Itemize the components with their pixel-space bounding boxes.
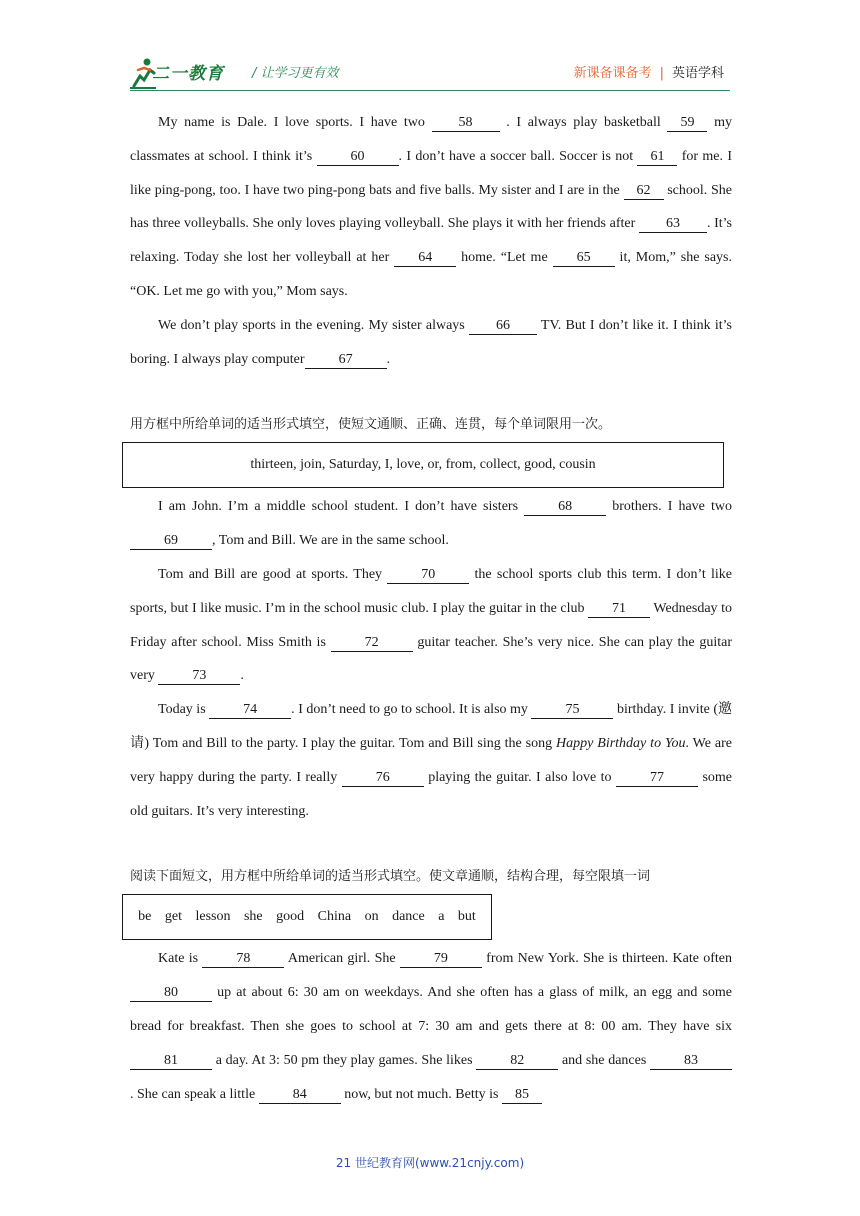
text: Wednesday to Friday after school. Miss Smith is: [130, 600, 732, 650]
text: . She can speak a little: [130, 1086, 259, 1102]
header-subject: [574, 62, 724, 81]
text: it, Mom,” she says. “OK. Let me go with you,” Mom says.: [130, 250, 733, 299]
text: a day. At 3: 50 pm they play games. She likes: [212, 1052, 477, 1068]
text: . I always play basketball: [499, 115, 668, 130]
text: from New York. She is thirteen. Kate often: [481, 951, 733, 967]
blank-65: 65: [553, 250, 615, 267]
blank-80: 80: [130, 985, 212, 1002]
blank-64: 64: [394, 250, 456, 267]
document-body: [130, 106, 732, 1111]
section2-paragraph2: [130, 558, 732, 693]
blank-69: 69: [130, 533, 212, 550]
text: up at about 6: 30 am on weekdays. And she often has a glass of milk, an egg and some bread for breakfast. Then she goes to school at 7: 30 am and gets there at 8: 00 am. They have six: [130, 985, 732, 1034]
blank-73: 73: [158, 668, 240, 685]
blank-70: 70: [387, 567, 469, 584]
page-footer: 21 世纪教育网(www.21cnjy.com): [335, 1156, 525, 1170]
text: some old guitars. It’s very interesting.: [130, 769, 732, 819]
section3-word-box: be get lesson she good China on dance a but: [122, 894, 492, 940]
blank-63: 63: [639, 216, 707, 233]
blank-84: 84: [259, 1087, 341, 1104]
blank-59: 59: [667, 115, 707, 132]
text: .: [386, 351, 391, 367]
song-title: Happy Birthday to You: [556, 735, 686, 751]
blank-79: 79: [400, 951, 482, 968]
text: Today is: [158, 702, 210, 718]
text: Kate is: [158, 951, 203, 967]
blank-68: 68: [524, 499, 606, 516]
page-header: [0, 0, 860, 100]
text: Tom and Bill are good at sports. They: [158, 566, 388, 582]
text: school. She has three volleyballs. She only loves playing volleyball. She plays it with her friends after: [130, 182, 732, 232]
blank-58: 58: [432, 115, 500, 132]
blank-62: 62: [624, 183, 664, 200]
text: home. “Let me: [456, 250, 553, 266]
text: my classmates at school. I think it’s: [130, 115, 733, 164]
blank-81: 81: [130, 1053, 212, 1070]
text: American girl. She: [284, 951, 400, 967]
section2-word-box: thirteen, join, Saturday, I, love, or, from, collect, good, cousin: [122, 442, 724, 488]
text: playing the guitar. I also love to: [423, 769, 616, 785]
text: We don’t play sports in the evening. My sister always: [158, 317, 469, 333]
text: the school sports club this term. I don’t like sports, but I like music. I’m in the school music club. I play the guitar in the club: [130, 566, 733, 616]
text: . I don’t have a soccer ball. Soccer is not: [398, 148, 638, 164]
blank-76: 76: [342, 770, 424, 787]
text: birthday. I invite (邀请) Tom and Bill to the party. I play the guitar. Tom and Bill sing the song: [130, 702, 732, 751]
text: and she dances: [558, 1052, 650, 1068]
slogan: / 让学习更有效: [252, 66, 339, 81]
blank-61: 61: [637, 149, 677, 166]
section2-instruction: 用方框中所给单词的适当形式填空，使短文通顺、正确、连贯，每个单词限用一次。: [130, 417, 612, 433]
text: . I don’t need to go to school. It is also my: [291, 702, 532, 718]
subject-label: 英语学科: [671, 66, 724, 81]
header-separator: |: [659, 66, 664, 81]
text: .: [240, 668, 244, 684]
blank-82: 82: [476, 1053, 558, 1070]
text: I am John. I’m a middle school student. I don’t have sisters: [158, 499, 525, 515]
text: TV. But I don’t like it. I think it’s boring. I always play computer: [130, 317, 733, 367]
blank-66: 66: [469, 318, 537, 335]
blank-83: 83: [650, 1053, 732, 1070]
logo: [130, 56, 248, 92]
blank-71: 71: [588, 601, 650, 618]
text: brothers. I have two: [606, 499, 732, 515]
text: My name is Dale. I love sports. I have two: [158, 115, 432, 130]
blank-77: 77: [616, 770, 698, 787]
section2-paragraph1: [130, 490, 732, 558]
section2-paragraph3: [130, 693, 732, 828]
blank-85: 85: [502, 1087, 542, 1104]
passage1-paragraph2: [130, 309, 732, 377]
text: guitar teacher. She’s very nice. She can play the guitar very: [130, 634, 732, 684]
passage1-paragraph1: [130, 106, 732, 309]
blank-78: 78: [202, 951, 284, 968]
blank-75: 75: [531, 702, 613, 719]
logo-text: 二一教育: [152, 64, 224, 84]
text: , Tom and Bill. We are in the same school.: [212, 533, 449, 549]
text: now, but not much. Betty is: [340, 1086, 502, 1102]
blank-60: 60: [317, 149, 399, 166]
text: . It’s relaxing. Today she lost her volleyball at her: [130, 216, 732, 266]
header-divider: [130, 90, 730, 91]
section3-instruction: 阅读下面短文，用方框中所给单词的适当形式填空。使文章通顺，结构合理，每空限填一词: [130, 869, 651, 885]
course-label: 新课备课备考: [573, 66, 652, 81]
blank-74: 74: [209, 702, 291, 719]
section3-paragraph1: [130, 942, 732, 1111]
text: for me. I like ping-pong, too. I have two ping-pong bats and five balls. My sister and I are in the: [130, 148, 732, 198]
blank-72: 72: [331, 635, 413, 652]
blank-67: 67: [305, 352, 387, 369]
text: . We are very happy during the party. I really: [130, 735, 732, 785]
